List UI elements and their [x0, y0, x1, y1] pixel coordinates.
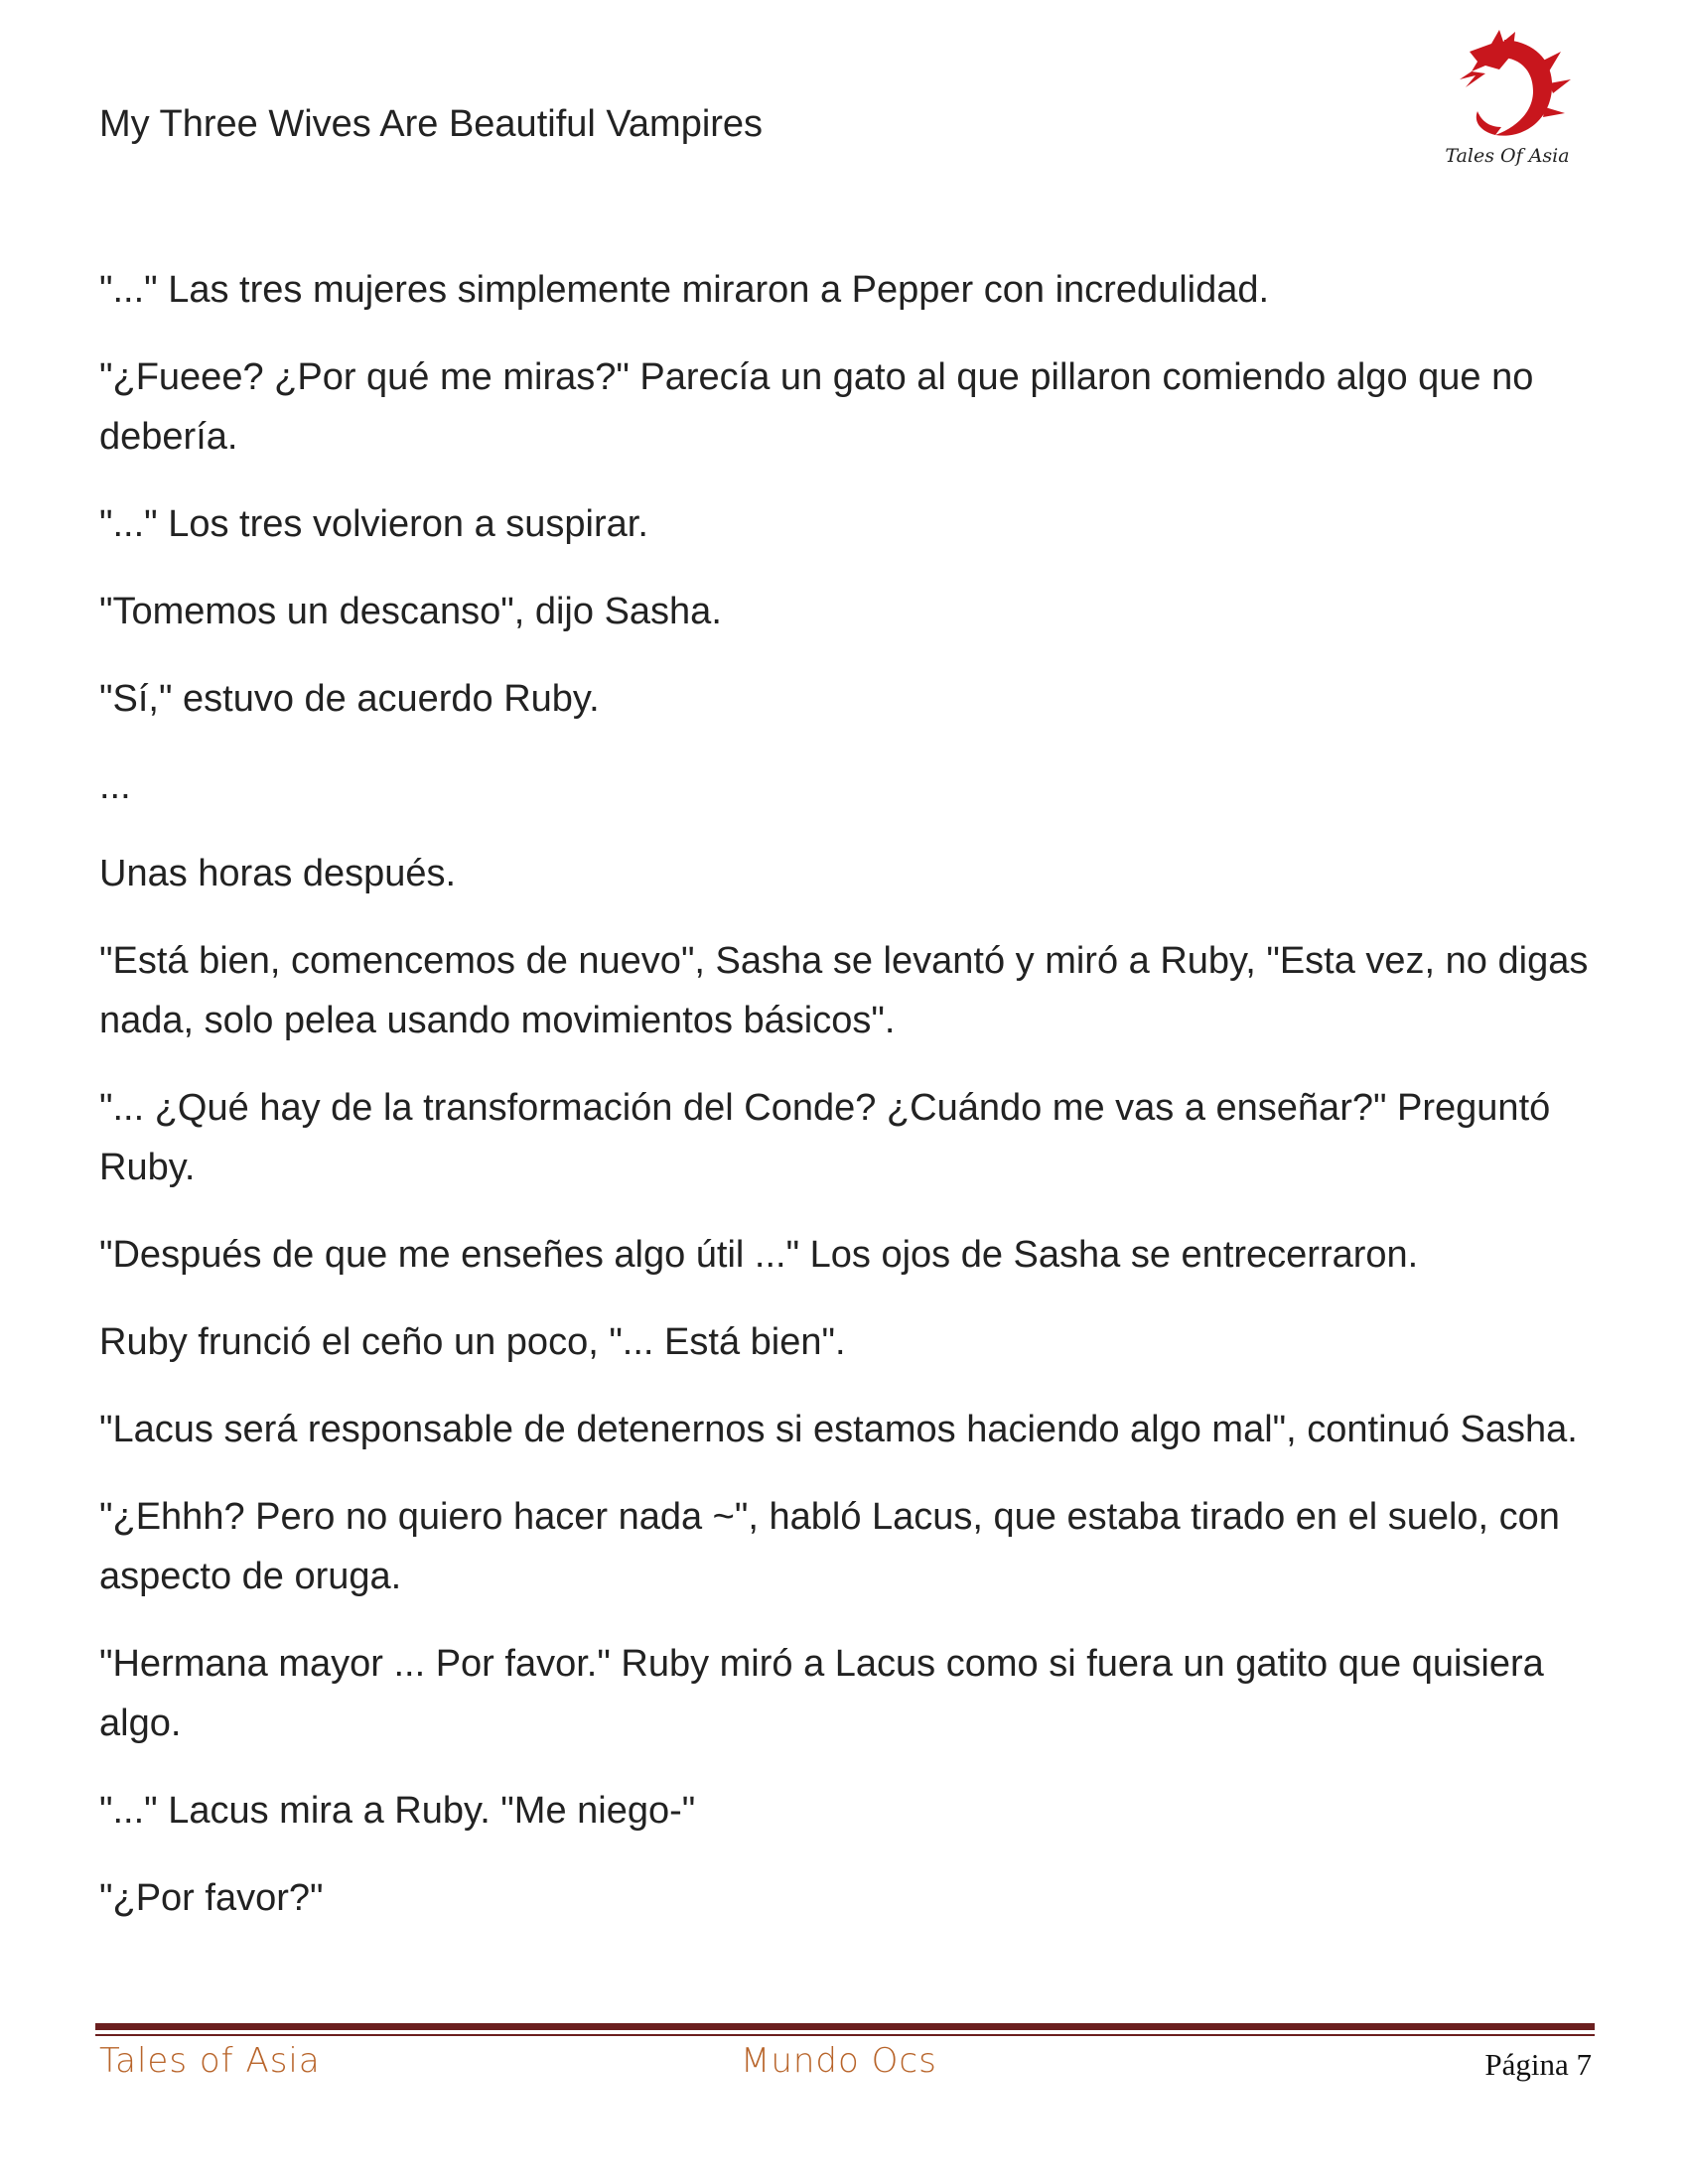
paragraph: ... — [99, 765, 131, 807]
footer-section-name: Mundo Ocs — [741, 2041, 937, 2081]
paragraph: "¿Por favor?" — [99, 1877, 324, 1919]
footer-site-name: Tales of Asia — [99, 2041, 321, 2081]
paragraph: "Tomemos un descanso", dijo Sasha. — [99, 591, 722, 632]
footer-divider — [95, 2023, 1595, 2030]
paragraph: "Lacus será responsable de detenernos si estamos haciendo algo mal", continuó Sasha. — [99, 1409, 1578, 1450]
paragraph: Unas horas después. — [99, 853, 457, 894]
paragraph: "... ¿Qué hay de la transformación del Conde? ¿Cuándo me vas a enseñar?" Preguntó Ruby. — [99, 1087, 1551, 1188]
paragraph: "¿Ehhh? Pero no quiero hacer nada ~", habló Lacus, que estaba tirado en el suelo, con aspecto de oruga. — [99, 1496, 1560, 1597]
book-title: My Three Wives Are Beautiful Vampires — [99, 103, 764, 145]
paragraph: "..." Lacus mira a Ruby. "Me niego-" — [99, 1790, 696, 1832]
chapter-text — [99, 260, 1589, 1956]
paragraph: "..." Las tres mujeres simplemente miraron a Pepper con incredulidad. — [99, 269, 1270, 311]
logo-text: Tales Of Asia — [1445, 145, 1570, 167]
paragraph: Ruby frunció el ceño un poco, "... Está bien". — [99, 1321, 846, 1363]
footer-divider-thin — [95, 2034, 1595, 2036]
paragraph: "Después de que me enseñes algo útil ..." Los ojos de Sasha se entrecerraron. — [99, 1234, 1419, 1276]
paragraph: "¿Fueee? ¿Por qué me miras?" Parecía un gato al que pillaron comiendo algo que no debería. — [99, 356, 1534, 458]
dragon-icon — [1430, 22, 1579, 151]
page-header — [99, 99, 1589, 199]
paragraph: "..." Los tres volvieron a suspirar. — [99, 503, 648, 545]
paragraph: "Está bien, comencemos de nuevo", Sasha se levantó y miró a Ruby, "Esta vez, no digas nada, solo pelea usando movimientos básicos". — [99, 940, 1589, 1041]
paragraph: "Sí," estuvo de acuerdo Ruby. — [99, 678, 600, 720]
tales-of-asia-logo — [1430, 22, 1579, 191]
paragraph: "Hermana mayor ... Por favor." Ruby miró a Lacus como si fuera un gatito que quisiera algo. — [99, 1643, 1544, 1744]
page-number: Página 7 — [1484, 2047, 1592, 2082]
